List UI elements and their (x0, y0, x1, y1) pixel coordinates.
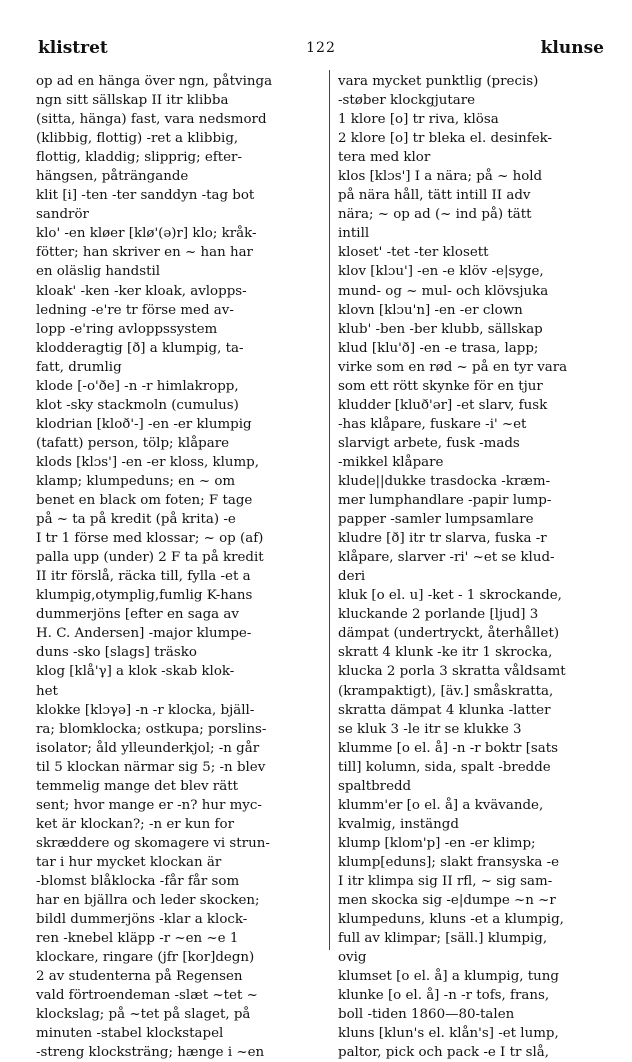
dictionary-line: vara mycket punktlig (precis) (338, 74, 539, 89)
dictionary-line: klokke [klɔγə] -n -r klocka, bjäll- (36, 702, 255, 718)
dictionary-line: (krampaktigt), [äv.] småskratta, (338, 683, 554, 699)
dictionary-line: kluk [o el. u] -ket - 1 skrockande, (338, 588, 562, 604)
dictionary-line: duns -sko [slags] träsko (36, 645, 197, 661)
dictionary-line: skræddere og skomagere vi strun- (36, 835, 270, 851)
right-column (338, 72, 610, 1062)
dictionary-line: fatt, drumlig (36, 359, 122, 375)
dictionary-line: mund- og ~ mul- och klövsjuka (338, 283, 549, 299)
dictionary-line: sent; hvor mange er -n? hur myc- (36, 797, 262, 813)
dictionary-line: klos [klɔs'] I a nära; på ~ hold (338, 169, 543, 185)
column-divider (329, 70, 330, 950)
dictionary-line: ren -knebel kläpp -r ~en ~e 1 (36, 931, 239, 947)
dictionary-line: 2 klore [o] tr bleka el. desinfek- (338, 131, 553, 147)
dictionary-line: men skocka sig -e|dumpe ~n ~r (338, 893, 556, 909)
dictionary-line: klumme [o el. å] -n -r boktr [sats (338, 740, 559, 756)
dictionary-line: klub' -ben -ber klubb, sällskap (338, 321, 543, 337)
dictionary-line: kvalmig, instängd (338, 816, 459, 832)
dictionary-line: klump [klom'p] -en -er klimp; (338, 835, 536, 851)
dictionary-line: klumpeduns, kluns -et a klumpig, (338, 912, 564, 928)
dictionary-line: ket är klockan?; -n er kun for (36, 816, 234, 832)
dictionary-line: minuten -stabel klockstapel (36, 1026, 224, 1042)
dictionary-line: klud [klu'ð] -en -e trasa, lapp; (338, 340, 539, 356)
header-guide-word-right: klunse (540, 38, 604, 58)
dictionary-line: lopp -e'ring avloppssystem (36, 321, 218, 337)
dictionary-line: klåpare, slarver -ri' ~et se klud- (338, 550, 555, 566)
dictionary-line: på ~ ta på kredit (på krita) -e (36, 512, 236, 528)
dictionary-line: dämpat (undertryckt, återhållet) (338, 626, 560, 642)
dictionary-line: sandrör (36, 207, 89, 223)
dictionary-line: klunke [o el. å] -n -r tofs, frans, (338, 988, 550, 1004)
dictionary-line: flottig, kladdig; slipprig; efter- (36, 150, 242, 166)
left-column (36, 72, 322, 1062)
dictionary-line: deri (338, 569, 366, 585)
dictionary-line: som ett rött skynke för en tjur (338, 378, 543, 394)
dictionary-line: kloak' -ken -ker kloak, avlopps- (36, 283, 247, 299)
dictionary-line: -mikkel klåpare (338, 454, 444, 470)
dictionary-line: -blomst blåklocka -får får som (36, 873, 240, 889)
dictionary-line: (tafatt) person, tölp; klåpare (36, 435, 230, 451)
dictionary-line: I itr klimpa sig II rfl, ~ sig sam- (338, 873, 553, 889)
dictionary-line: skratt 4 klunk -ke itr 1 skrocka, (338, 645, 553, 661)
dictionary-line: paltor, pick och pack -e I tr slå, (338, 1045, 549, 1061)
dictionary-line: nära; ~ op ad (~ ind på) tätt (338, 207, 532, 223)
dictionary-line: till] kolumn, sida, spalt -bredde (338, 759, 551, 775)
dictionary-line: kludder [kluð'ər] -et slarv, fusk (338, 397, 548, 413)
dictionary-line: I tr 1 förse med klossar; ~ op (af) (36, 531, 264, 547)
dictionary-line: en oläslig handstil (36, 264, 161, 280)
dictionary-line: (sitta, hänga) fast, vara nedsmord (36, 112, 267, 128)
dictionary-line: (klibbig, flottig) -ret a klibbig, (36, 131, 239, 147)
dictionary-line: mer lumphandlare -papir lump- (338, 493, 552, 509)
dictionary-line: dummerjöns [efter en saga av (36, 607, 239, 623)
dictionary-line: klude||dukke trasdocka -kræm- (338, 473, 551, 489)
dictionary-line: klamp; klumpeduns; en ~ om (36, 473, 236, 489)
dictionary-line: klodrian [kloð'-] -en -er klumpig (36, 416, 252, 432)
dictionary-line: virke som en rød ~ på en tyr vara (338, 359, 568, 375)
dictionary-line: spaltbredd (338, 778, 412, 794)
dictionary-line: ovig (338, 950, 367, 966)
page-number: 122 (306, 40, 336, 56)
dictionary-line: ra; blomklocka; ostkupa; porslins- (36, 721, 267, 737)
dictionary-line: ledning -e're tr förse med av- (36, 302, 234, 318)
dictionary-line: op ad en hänga över ngn, påtvinga (36, 74, 273, 89)
dictionary-line: skratta dämpat 4 klunka -latter (338, 702, 551, 718)
dictionary-line: kloset' -tet -ter klosett (338, 245, 489, 261)
dictionary-line: klumset [o el. å] a klumpig, tung (338, 969, 559, 985)
dictionary-line: klump[eduns]; slakt fransyska -e (338, 854, 560, 870)
dictionary-line: klods [klɔs'] -en -er kloss, klump, (36, 454, 260, 470)
dictionary-line: se kluk 3 -le itr se klukke 3 (338, 721, 522, 737)
dictionary-line: ngn sitt sällskap II itr klibba (36, 93, 229, 109)
dictionary-line: II itr förslå, räcka till, fylla -et a (36, 569, 251, 585)
dictionary-line: full av klimpar; [säll.] klumpig, (338, 931, 548, 947)
dictionary-line: -streng klocksträng; hænge i ~en (36, 1045, 265, 1061)
dictionary-line: klockare, ringare (jfr [kor]degn) (36, 950, 255, 966)
page-header (38, 38, 604, 64)
dictionary-line: tera med klor (338, 150, 431, 166)
dictionary-line: 1 klore [o] tr riva, klösa (338, 112, 499, 128)
dictionary-line: klockslag; på ~tet på slaget, på (36, 1007, 251, 1023)
dictionary-line: tar i hur mycket klockan är (36, 854, 222, 870)
dictionary-line: til 5 klockan närmar sig 5; -n blev (36, 759, 266, 775)
dictionary-line: kludre [ð] itr tr slarva, fuska -r (338, 531, 547, 547)
dictionary-line: klode [-o'ðe] -n -r himlakropp, (36, 378, 239, 394)
dictionary-line: på nära håll, tätt intill II adv (338, 188, 531, 204)
dictionary-line: boll -tiden 1860—80-talen (338, 1007, 515, 1023)
dictionary-line: het (36, 683, 58, 699)
dictionary-line: palla upp (under) 2 F ta på kredit (36, 550, 264, 566)
dictionary-line: klovn [klɔu'n] -en -er clown (338, 302, 523, 318)
dictionary-line: vald förtroendeman -slæt ~tet ~ (36, 988, 258, 1004)
dictionary-line: klumpig,otymplig,fumlig K-hans (36, 588, 253, 604)
dictionary-line: klucka 2 porla 3 skratta våldsamt (338, 664, 566, 680)
dictionary-line: klo' -en kløer [klø'(ə)r] klo; kråk- (36, 226, 257, 242)
dictionary-line: fötter; han skriver en ~ han har (36, 245, 253, 261)
dictionary-line: kluckande 2 porlande [ljud] 3 (338, 607, 539, 623)
dictionary-line: -has klåpare, fuskare -i' ~et (338, 416, 527, 432)
dictionary-line: intill (338, 226, 370, 242)
header-guide-word-left: klistret (38, 38, 108, 58)
dictionary-line: bildl dummerjöns -klar a klock- (36, 912, 248, 928)
dictionary-line: klog [klå'γ] a klok -skab klok- (36, 664, 235, 680)
dictionary-line: 2 av studenterna på Regensen (36, 969, 243, 985)
dictionary-line: kluns [klun's el. klån's] -et lump, (338, 1026, 559, 1042)
dictionary-line: benet en black om foten; F tage (36, 493, 253, 509)
dictionary-line: har en bjällra och leder skocken; (36, 893, 260, 909)
dictionary-line: klov [klɔu'] -en -e klöv -e|syge, (338, 264, 544, 280)
dictionary-line: papper -samler lumpsamlare (338, 512, 534, 528)
dictionary-line: isolator; åld ylleunderkjol; -n går (36, 740, 260, 756)
dictionary-line: temmelig mange det blev rätt (36, 778, 238, 794)
dictionary-line: klot -sky stackmoln (cumulus) (36, 397, 239, 413)
dictionary-line: slarvigt arbete, fusk -mads (338, 435, 520, 451)
dictionary-line: H. C. Andersen] -major klumpe- (36, 626, 252, 642)
dictionary-line: klumm'er [o el. å] a kvävande, (338, 797, 544, 813)
dictionary-line: klodderagtig [ð] a klumpig, ta- (36, 340, 244, 356)
dictionary-line: -støber klockgjutare (338, 93, 476, 109)
dictionary-line: hängsen, påträngande (36, 169, 189, 185)
dictionary-line: klit [i] -ten -ter sanddyn -tag bot (36, 188, 255, 204)
